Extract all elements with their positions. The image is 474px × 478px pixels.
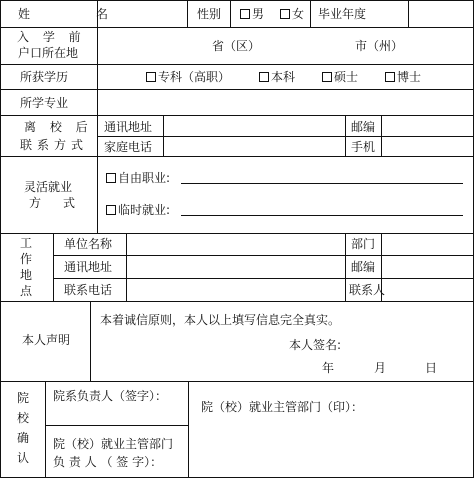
grid-line — [45, 381, 46, 478]
employment-head-label-line1: 院（校）就业主管部门 — [53, 437, 174, 451]
work-address-label: 通讯地址 — [64, 260, 113, 274]
province-label: 省（区） — [212, 39, 261, 53]
dept-head-signature-field[interactable] — [46, 404, 187, 424]
gender-female-option[interactable] — [280, 7, 304, 21]
degree-option-doctor[interactable] — [385, 70, 421, 84]
employer-field[interactable] — [127, 234, 345, 255]
male-checkbox[interactable] — [240, 9, 250, 19]
graduation-year-field[interactable] — [409, 1, 473, 27]
junior-college-checkbox[interactable] — [146, 72, 156, 82]
confirm-label-char: 确 — [17, 431, 30, 445]
origin-label-line1: 入 学 前 — [17, 30, 86, 44]
contact-person-field[interactable] — [382, 279, 473, 301]
signature-label: 本人签名: — [289, 338, 342, 352]
work-label-char: 作 — [20, 252, 33, 266]
contact-postcode-field[interactable] — [382, 116, 473, 136]
temporary-fill-line[interactable] — [181, 215, 463, 216]
grid-line — [0, 64, 474, 65]
department-label: 部门 — [351, 237, 376, 251]
grid-line — [0, 301, 474, 302]
graduation-year-label: 毕业年度 — [318, 7, 367, 21]
temporary-checkbox[interactable] — [106, 205, 116, 215]
male-label: 男 — [252, 7, 265, 21]
degree-option-junior-college[interactable] — [146, 70, 230, 84]
signature-field[interactable] — [350, 334, 465, 352]
work-label-char: 点 — [20, 284, 33, 298]
employer-label: 单位名称 — [64, 237, 113, 251]
employment-dept-stamp-field[interactable] — [189, 418, 472, 476]
name-label: 姓 名 — [18, 7, 123, 21]
master-checkbox[interactable] — [322, 72, 332, 82]
date-day-label: 日 — [425, 361, 438, 375]
date-month-label: 月 — [374, 361, 387, 375]
doctor-label: 博士 — [397, 70, 422, 84]
declaration-label: 本人声明 — [22, 333, 71, 347]
work-phone-label: 联系电话 — [64, 283, 113, 297]
gender-label: 性别 — [197, 7, 222, 21]
confirm-label-char: 院 — [17, 391, 30, 405]
origin-label-line2: 户口所在地 — [18, 46, 79, 60]
temporary-label: 临时就业: — [118, 203, 171, 217]
mobile-label: 手机 — [351, 140, 376, 154]
grid-line — [0, 0, 474, 1]
degree-option-bachelor[interactable] — [259, 70, 295, 84]
city-label: 市（州） — [355, 39, 404, 53]
bachelor-checkbox[interactable] — [259, 72, 269, 82]
freelance-checkbox[interactable] — [106, 173, 116, 183]
contact-address-label: 通讯地址 — [104, 120, 153, 134]
grid-line — [45, 425, 188, 426]
freelance-fill-line[interactable] — [181, 183, 463, 184]
home-phone-label: 家庭电话 — [104, 140, 153, 154]
employment-dept-stamp-label: 院（校）就业主管部门（印）： — [201, 400, 364, 414]
grid-line — [0, 27, 474, 28]
contact-label-line1: 离 校 后 — [24, 120, 93, 134]
grid-line — [0, 156, 474, 157]
confirm-label-char: 校 — [17, 411, 30, 425]
master-label: 硕士 — [334, 70, 359, 84]
female-checkbox[interactable] — [280, 9, 290, 19]
contact-person-label: 联系人 — [349, 283, 386, 297]
employment-head-label-line2: 负 责 人 （ 签 字）： — [53, 455, 163, 469]
work-postcode-field[interactable] — [382, 256, 473, 278]
grid-line — [310, 0, 311, 27]
confirm-label-char: 认 — [17, 451, 30, 465]
dept-head-signature-label: 院系负责人（签字）： — [53, 389, 168, 403]
work-label-char: 地 — [20, 268, 33, 282]
major-label: 所学专业 — [20, 96, 69, 110]
home-phone-field[interactable] — [164, 137, 345, 156]
declaration-statement: 本着诚信原则，本人以上填写信息完全真实。 — [100, 313, 341, 327]
flexible-label-line2: 方 式 — [29, 196, 81, 210]
gender-male-option[interactable] — [240, 7, 264, 21]
bachelor-label: 本科 — [271, 70, 296, 84]
date-year-label: 年 — [322, 361, 335, 375]
major-field[interactable] — [98, 90, 473, 115]
flexible-label-line1: 灵活就业 — [24, 180, 73, 194]
work-phone-field[interactable] — [127, 279, 345, 301]
degree-option-master[interactable] — [322, 70, 358, 84]
grid-line — [230, 0, 231, 27]
grid-line — [90, 301, 91, 381]
work-label-char: 工 — [20, 236, 33, 250]
grid-line — [0, 0, 1, 478]
department-field[interactable] — [382, 234, 473, 255]
grid-line — [97, 0, 98, 233]
degree-label: 所获学历 — [20, 70, 69, 84]
work-address-field[interactable] — [127, 256, 345, 278]
junior-college-label: 专科（高职） — [158, 70, 231, 84]
doctor-checkbox[interactable] — [385, 72, 395, 82]
contact-address-field[interactable] — [164, 116, 345, 136]
mobile-field[interactable] — [382, 137, 473, 156]
contact-label-line2: 联系方式 — [20, 138, 89, 152]
grid-line — [0, 381, 474, 382]
grid-line — [53, 233, 54, 301]
grid-line — [345, 233, 346, 301]
temporary-option[interactable] — [106, 203, 170, 217]
work-postcode-label: 邮编 — [351, 260, 376, 274]
grid-line — [187, 0, 188, 27]
name-field[interactable] — [98, 1, 186, 27]
freelance-option[interactable] — [106, 171, 170, 185]
grid-line — [345, 115, 346, 156]
freelance-label: 自由职业: — [118, 171, 171, 185]
contact-postcode-label: 邮编 — [351, 120, 376, 134]
female-label: 女 — [292, 7, 305, 21]
